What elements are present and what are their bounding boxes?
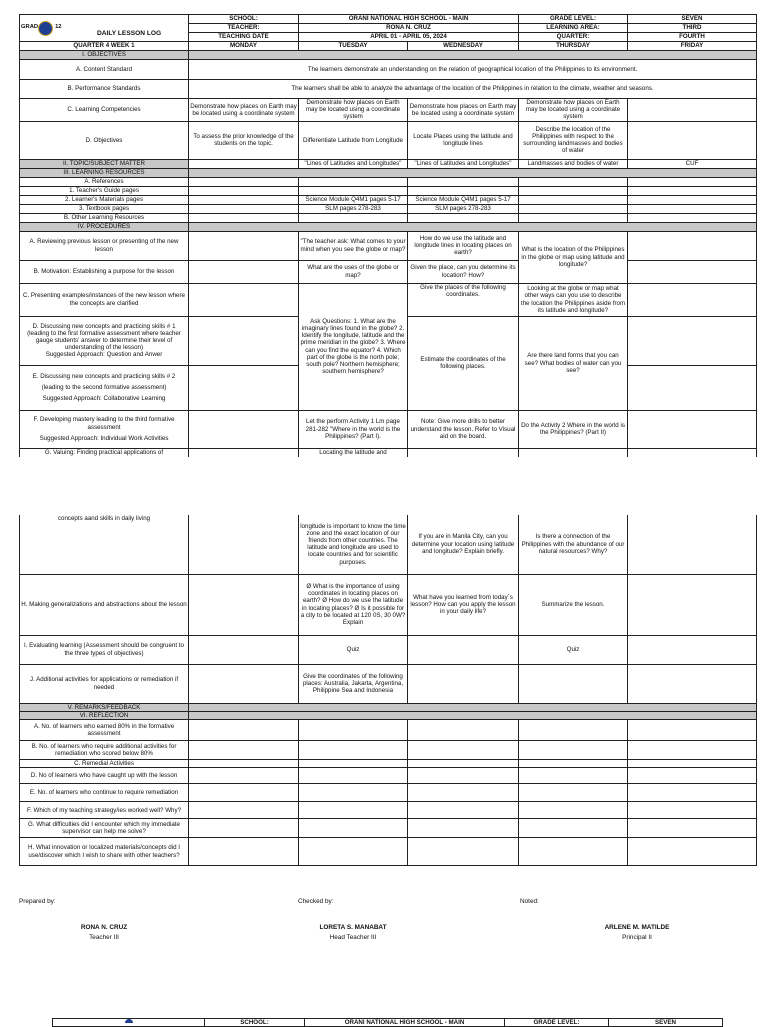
procedure-f-text: F. Developing mastery leading to the third formative assessment	[33, 416, 175, 431]
section-reflection: VI. REFLECTION	[20, 711, 189, 719]
textbook-tuesday: SLM pages 278-283	[299, 204, 408, 213]
deped-seal-icon	[38, 21, 53, 36]
procedure-i-thursday: Quiz	[519, 635, 628, 664]
objective-wednesday: Locate Places using the latitude and longitude lines	[408, 121, 519, 159]
reflection-d: D. No of learners who have caught up with the lesson	[20, 768, 189, 784]
procedure-c-wednesday: Give the places of the following coordinates.	[408, 283, 519, 316]
textbook-wednesday: SLM pages 278-283	[408, 204, 519, 213]
content-standard-text: The learners demonstrate an understanding on the relation of geographical location of the Philippines to its environment.	[189, 60, 757, 80]
procedure-i-label: I. Evaluating learning (Assessment should be congruent to the three types of objectives)	[20, 635, 189, 664]
reflection-a: A. No. of learners who earned 80% in the formative assessment	[20, 719, 189, 740]
section-objectives: I. OBJECTIVES	[20, 51, 189, 60]
checked-by-label: Checked by:	[298, 898, 334, 905]
procedure-h-label: H. Making generalizations and abstractions about the lesson	[20, 574, 189, 635]
procedure-d-approach: Suggested Approach: Question and Anwer	[45, 351, 163, 359]
day-friday: FRIDAY	[628, 42, 757, 51]
performance-standards-label: B. Performance Standards	[20, 80, 189, 99]
topic-friday: CUF	[628, 159, 757, 168]
section-procedures: IV. PROCEDURES	[20, 222, 189, 231]
procedure-i-tuesday: Quiz	[299, 635, 408, 664]
next-page-logo-cell	[53, 1019, 205, 1027]
day-wednesday: WEDNESDAY	[408, 42, 519, 51]
reflection-b: B. No. of learners who require additional activities for remediation who scored below 80%	[20, 740, 189, 759]
procedure-h-tuesday: Ø What is the importance of using coordinates in locating places on earth? Ø How do we use the latitude in locating places? Ø Is it possible for a city to be located at 120 0S, 30 0W? Explain	[299, 574, 408, 635]
grade-value: SEVEN	[628, 15, 757, 24]
section-resources: III. LEARNING RESOURCES	[20, 168, 189, 177]
procedure-e-label	[20, 365, 189, 410]
procedure-j-tuesday: Give the coordinates of the following places: Australia, Jakarta, Argentina, Philippine Sea and Indonesia	[299, 664, 408, 703]
competency-monday: Demonstrate how places on Earth may be located using a coordinate system	[189, 99, 299, 122]
other-resources-label: B. Other Learning Resources	[20, 213, 189, 222]
lesson-log-table-page-1	[19, 14, 757, 457]
content-standard-label: A. Content Standard	[20, 60, 189, 80]
next-page-school-value: ORANI NATIONAL HIGH SCHOOL - MAIN	[305, 1019, 505, 1027]
procedure-e-sub: (leading to the second formative assessment)	[41, 384, 167, 391]
reflection-g: G. What difficulties did I encounter which my immediate supervisor can help me solve?	[20, 819, 189, 838]
day-monday: MONDAY	[189, 42, 299, 51]
noted-title: Principal II	[622, 934, 652, 941]
teacher-label: TEACHER:	[189, 24, 299, 33]
learning-area-value: THIRD	[628, 24, 757, 33]
teacher-value: RONA N. CRUZ	[299, 24, 519, 33]
procedure-f-tuesday: Let the perform Activity 1 Lm page 281-282 "Where in the world is the Philippines? (Part I).	[299, 410, 408, 448]
competency-tuesday: Demonstrate how places on Earth may be located using a coordinate system	[299, 99, 408, 122]
prepared-name: RONA N. CRUZ	[80, 924, 128, 931]
logo-text-right: 12	[55, 24, 62, 31]
learners-materials-tuesday: Science Module Q4M1 pages 5-17	[299, 195, 408, 204]
procedure-h-thursday: Summarize the lesson.	[519, 574, 628, 635]
next-page-seal-icon	[125, 1019, 133, 1023]
teaching-date-label: TEACHING DATE	[189, 33, 299, 42]
reflection-e: E. No. of learners who continue to require remediation	[20, 784, 189, 802]
quarter-label: QUARTER:	[519, 33, 628, 42]
reflection-h: H. What innovation or localized materials/concepts did I use/discover which I wish to share with other teachers?	[20, 838, 189, 866]
section-remarks: V. REMARKS/FEEDBACK	[20, 703, 189, 711]
references-label: A. References	[20, 177, 189, 186]
objective-tuesday: Differentiate Latitude from Longitude	[299, 121, 408, 159]
procedure-f-wednesday: Note: Give more drills to better understand the lesson. Refer to Visual aid on the board.	[408, 410, 519, 448]
quarter-value: FOURTH	[628, 33, 757, 42]
topic-wednesday: "Lines of Latitudes and Longitudes"	[408, 159, 519, 168]
procedure-g-thursday: Is there a connection of the Philippines with the abundance of our natural resources? Why?	[519, 515, 628, 574]
week-label: QUARTER 4 WEEK 1	[20, 42, 189, 51]
objectives-label: D. Objectives	[20, 121, 189, 159]
competencies-label: C. Learning Competencies	[20, 99, 189, 122]
logo-text-left: GRAD	[21, 24, 39, 31]
procedure-g-label-cont: concepts aand skills in daily living	[20, 515, 189, 574]
reflection-f: F. Which of my teaching strategy/ies worked well? Why?	[20, 802, 189, 819]
noted-name: ARLENE M. MATILDE	[604, 924, 670, 931]
procedure-d-text: D. Discussing new concepts and practicing skills # 1 (leading to the first formative assessment where teacher gauge students' answer to determine their level of understanding of the lesson)	[27, 322, 181, 352]
procedure-a-tuesday: "The teacher ask: What comes to your mind when you see the globe or map?	[299, 231, 408, 260]
section-topic: II. TOPIC/SUBJECT MATTER	[20, 159, 189, 168]
day-thursday: THURSDAY	[519, 42, 628, 51]
topic-thursday: Landmasses and bodies of water	[519, 159, 628, 168]
procedure-d-label	[20, 316, 189, 365]
procedure-g-tuesday-start: Locating the latitude and	[299, 448, 408, 457]
next-page-grade-value: SEVEN	[609, 1019, 723, 1027]
procedure-ab-thursday: What is the location of the Philippines in the globe or map using latitude and longitude?	[519, 231, 628, 283]
procedure-g-wednesday: If you are in Manila City, can you determine your location using latitude and longitude? Explain briefly.	[408, 515, 519, 574]
procedure-b-tuesday: What are the uses of the globe or map?	[299, 260, 408, 283]
competency-wednesday: Demonstrate how places on Earth may be located using a coordinate system	[408, 99, 519, 122]
procedure-g-tuesday: longitude is important to know the time zone and the exact location of our friends from other countries. The latitude and longitude are used to locate countries and for scientific purposes.	[299, 515, 408, 574]
teachers-guide-label: 1. Teacher's Guide pages	[20, 186, 189, 195]
performance-standards-text: The learners shall be able to analyze the advantage of the location of the Philippines in relation to the climate, weather and seasons.	[189, 80, 757, 99]
reflection-c: C. Remedial Activities	[20, 759, 189, 767]
noted-label: Noted:	[520, 898, 539, 905]
procedure-de-wednesday: Estimate the coordinates of the following places.	[408, 316, 519, 410]
procedure-e-text: E. Discussing new concepts and practicing skills # 2	[32, 372, 176, 380]
procedure-e-approach: Suggested Approach: Collaborative Learning	[42, 395, 166, 403]
next-page-school-label: SCHOOL:	[205, 1019, 305, 1027]
procedure-g-label-start: G. Valuing: Finding practical applications of	[20, 448, 189, 457]
procedure-b-label: B. Motivation: Establishing a purpose for the lesson	[20, 260, 189, 283]
teaching-date-value: APRIL 01 - APRIL 05, 2024	[299, 33, 519, 42]
procedure-cde-tuesday: Ask Questions: 1. What are the imaginary lines found in the globe? 2. Identify the longitude, latitude and the prime meridian in the globe? 3. Where can you find the equator? 4. Which part of the globe is the north pole; south pole? Northern hemisphere; southern hemisphere?	[299, 283, 408, 410]
procedure-j-label: J. Additional activities for applications or remediation if needed	[20, 664, 189, 703]
day-tuesday: TUESDAY	[299, 42, 408, 51]
learners-materials-label: 2. Learner's Materials pages	[20, 195, 189, 204]
textbook-label: 3. Textbook pages	[20, 204, 189, 213]
school-value: ORANI NATIONAL HIGH SCHOOL - MAIN	[299, 15, 519, 24]
learners-materials-wednesday: Science Module Q4M1 pages 5-17	[408, 195, 519, 204]
procedure-c-label: C. Presenting examples/instances of the new lesson where the concepts are clarified	[20, 283, 189, 316]
school-label: SCHOOL:	[189, 15, 299, 24]
header-logo-cell	[20, 15, 189, 42]
objective-thursday: Describe the location of the Philippines with respect to the surrounding landmasses and bodies of water	[519, 121, 628, 159]
competency-thursday: Demonstrate how places on Earth may be located using a coordinate system	[519, 99, 628, 122]
daily-lesson-log-title: DAILY LESSON LOG	[97, 30, 162, 37]
procedure-f-approach: Suggested Approach: Individual Work Activities	[39, 434, 169, 442]
next-page-header	[52, 1018, 723, 1027]
procedure-f-label	[20, 410, 189, 448]
topic-tuesday: "Lines of Latitudes and Longitudes"	[299, 159, 408, 168]
procedure-c-thursday: Looking at the globe or map what other ways can you use to describe the location the Philippines aside from its latitude and longitude?	[519, 283, 628, 316]
prepared-by-label: Prepared by:	[19, 898, 56, 905]
procedure-h-wednesday: What have you learned from today`s lesson? How can you apply the lesson in your daily life?	[408, 574, 519, 635]
procedure-a-wednesday: How do we use the latitude and longitude lines in locating places on earth?	[408, 231, 519, 260]
grade-label: GRADE LEVEL:	[519, 15, 628, 24]
procedure-de-thursday: Are there land forms that you can see? What bodies of water can you see?	[519, 316, 628, 410]
procedure-f-thursday: Do the Activity 2 Where in the world is the Philippines? (Part II)	[519, 410, 628, 448]
prepared-title: Teacher III	[89, 934, 119, 941]
checked-title: Head Teacher III	[329, 934, 377, 941]
objective-monday: To assess the prior knowledge of the students on the topic.	[189, 121, 299, 159]
lesson-log-table-page-2	[19, 515, 757, 866]
procedure-a-label: A. Reviewing previous lesson or presenting of the new lesson	[20, 231, 189, 260]
learning-area-label: LEARNING AREA:	[519, 24, 628, 33]
checked-name: LORETA S. MANABAT	[319, 924, 387, 931]
next-page-grade-label: GRADE LEVEL:	[505, 1019, 609, 1027]
procedure-b-wednesday: Given the place, can you determine its location? How?	[408, 260, 519, 283]
